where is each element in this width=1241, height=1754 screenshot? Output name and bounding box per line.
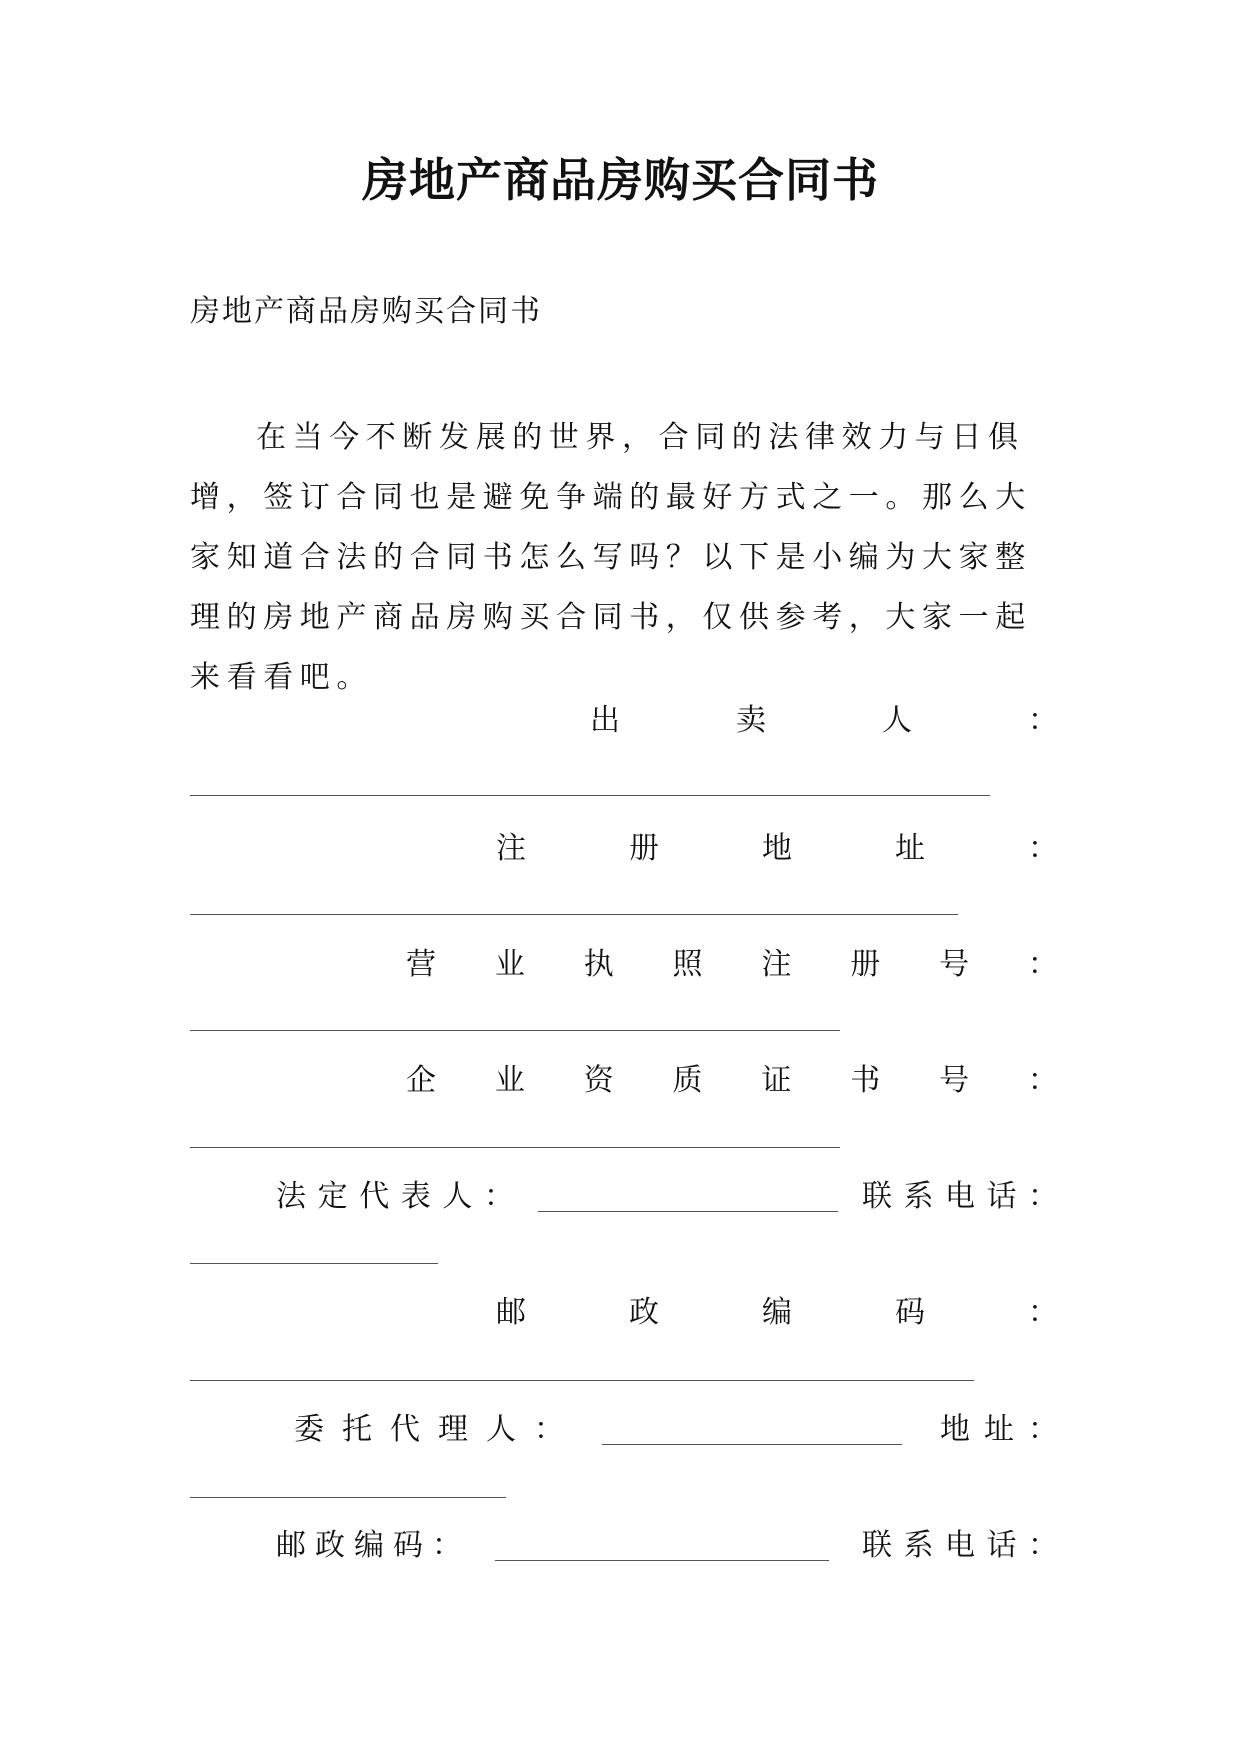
qualification-cert-blank[interactable]	[190, 1147, 840, 1148]
agent-address-label: 地 址 ：	[940, 1412, 1058, 1447]
registered-address-label-row	[190, 828, 1058, 870]
intro-paragraph: 在当今不断发展的世界，合同的法律效力与日俱增，签订合同也是避免争端的最好方式之一。那么大家知道合法的合同书怎么写吗？以下是小编为大家整理的房地产商品房购买合同书，仅供参考，大家一起来看看吧。	[190, 420, 1032, 695]
document-title: 房地产商品房购买合同书	[362, 153, 879, 207]
agent-address-blank[interactable]	[190, 1497, 506, 1498]
agent-blank[interactable]	[602, 1414, 902, 1445]
postal-code-label-row	[190, 1292, 1058, 1334]
legal-rep-blank[interactable]	[538, 1181, 838, 1212]
agent-label: 委 托 代 理 人 ：	[294, 1412, 564, 1447]
agent-postal-label: 邮 政 编 码 ：	[276, 1528, 462, 1563]
seller-label: 出 卖 人 ：	[590, 703, 1058, 738]
postal-code-label: 邮 政 编 码 ：	[496, 1295, 1058, 1330]
business-license-blank[interactable]	[190, 1030, 840, 1031]
qualification-cert-label-row	[190, 1060, 1058, 1102]
seller-label-row	[190, 700, 1058, 742]
legal-rep-row	[190, 1176, 1058, 1218]
registered-address-label: 注 册 地 址 ：	[496, 831, 1058, 866]
legal-rep-phone-label: 联 系 电 话 ：	[862, 1179, 1058, 1214]
document-subtitle: 房地产商品房购买合同书	[190, 294, 542, 329]
business-license-label: 营 业 执 照 注 册 号 ：	[406, 947, 1058, 982]
agent-phone-label: 联 系 电 话 ：	[862, 1528, 1058, 1563]
legal-rep-label: 法 定 代 表 人 ：	[276, 1179, 514, 1214]
postal-code-blank[interactable]	[190, 1380, 974, 1381]
agent-postal-row	[190, 1525, 1058, 1567]
qualification-cert-label: 企 业 资 质 证 书 号 ：	[406, 1063, 1058, 1098]
business-license-label-row	[190, 944, 1058, 986]
registered-address-blank[interactable]	[190, 914, 958, 915]
agent-postal-blank[interactable]	[495, 1530, 829, 1561]
seller-blank[interactable]	[190, 795, 990, 796]
agent-row	[190, 1409, 1058, 1451]
legal-rep-phone-blank[interactable]	[190, 1263, 438, 1264]
